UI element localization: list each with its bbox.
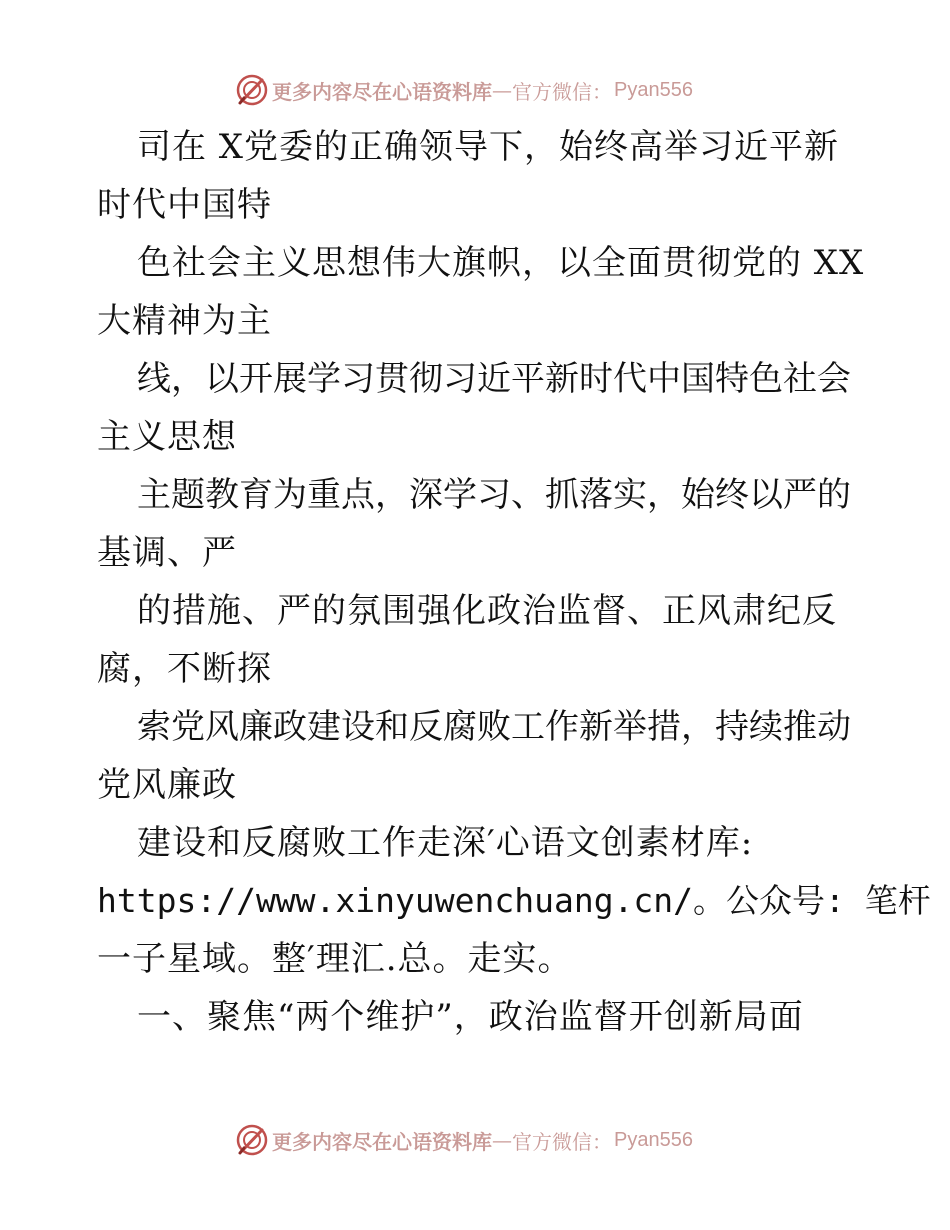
watermark-wechat-id: Pyan556 [614,78,693,101]
header-watermark [236,72,693,108]
text-line: 索党风廉政建设和反腐败工作新举措，持续推动 [137,707,851,747]
watermark-main-text: 更多内容尽在心语资料库 [272,1129,492,1154]
text-line: 党风廉政 [97,765,237,805]
text-line: 腐，不断探 [97,649,272,689]
watermark-wechat-label: 官方微信： [512,79,612,104]
watermark-dash: — [492,1128,512,1152]
pen-logo-icon [236,1124,268,1156]
url-line: https://www.xinyuwenchuang.cn/。公众号: 笔杆 [97,881,931,920]
footer-watermark [236,1122,693,1158]
text-line: 建设和反腐败工作走深′心语文创素材库: [137,823,754,863]
text-line: 色社会主义思想伟大旗帜，以全面贯彻党的 XX [137,243,865,283]
watermark-wechat-id: Pyan556 [614,1128,693,1151]
document-body [97,118,931,1046]
text-line: 主义思想 [97,417,237,457]
text-line: 主题教育为重点，深学习、抓落实，始终以严的 [137,475,851,515]
pen-logo-icon [236,74,268,106]
text-line: 线，以开展学习贯彻习近平新时代中国特色社会 [137,359,851,399]
text-line: 司在 X党委的正确领导下，始终高举习近平新 [137,127,840,167]
text-line: 大精神为主 [97,301,272,341]
text-line: 时代中国特 [97,185,272,225]
text-line: 的措施、严的氛围强化政治监督、正风肃纪反 [137,591,837,631]
watermark-main-text: 更多内容尽在心语资料库 [272,79,492,104]
watermark-dash: — [492,78,512,102]
watermark-wechat-label: 官方微信： [512,1129,612,1154]
section-heading: 一、聚焦“两个维护”，政治监督开创新局面 [137,997,804,1037]
text-line: 一子星域。整′理汇.总。走实。 [97,939,573,979]
text-line: 基调、严 [97,533,237,573]
